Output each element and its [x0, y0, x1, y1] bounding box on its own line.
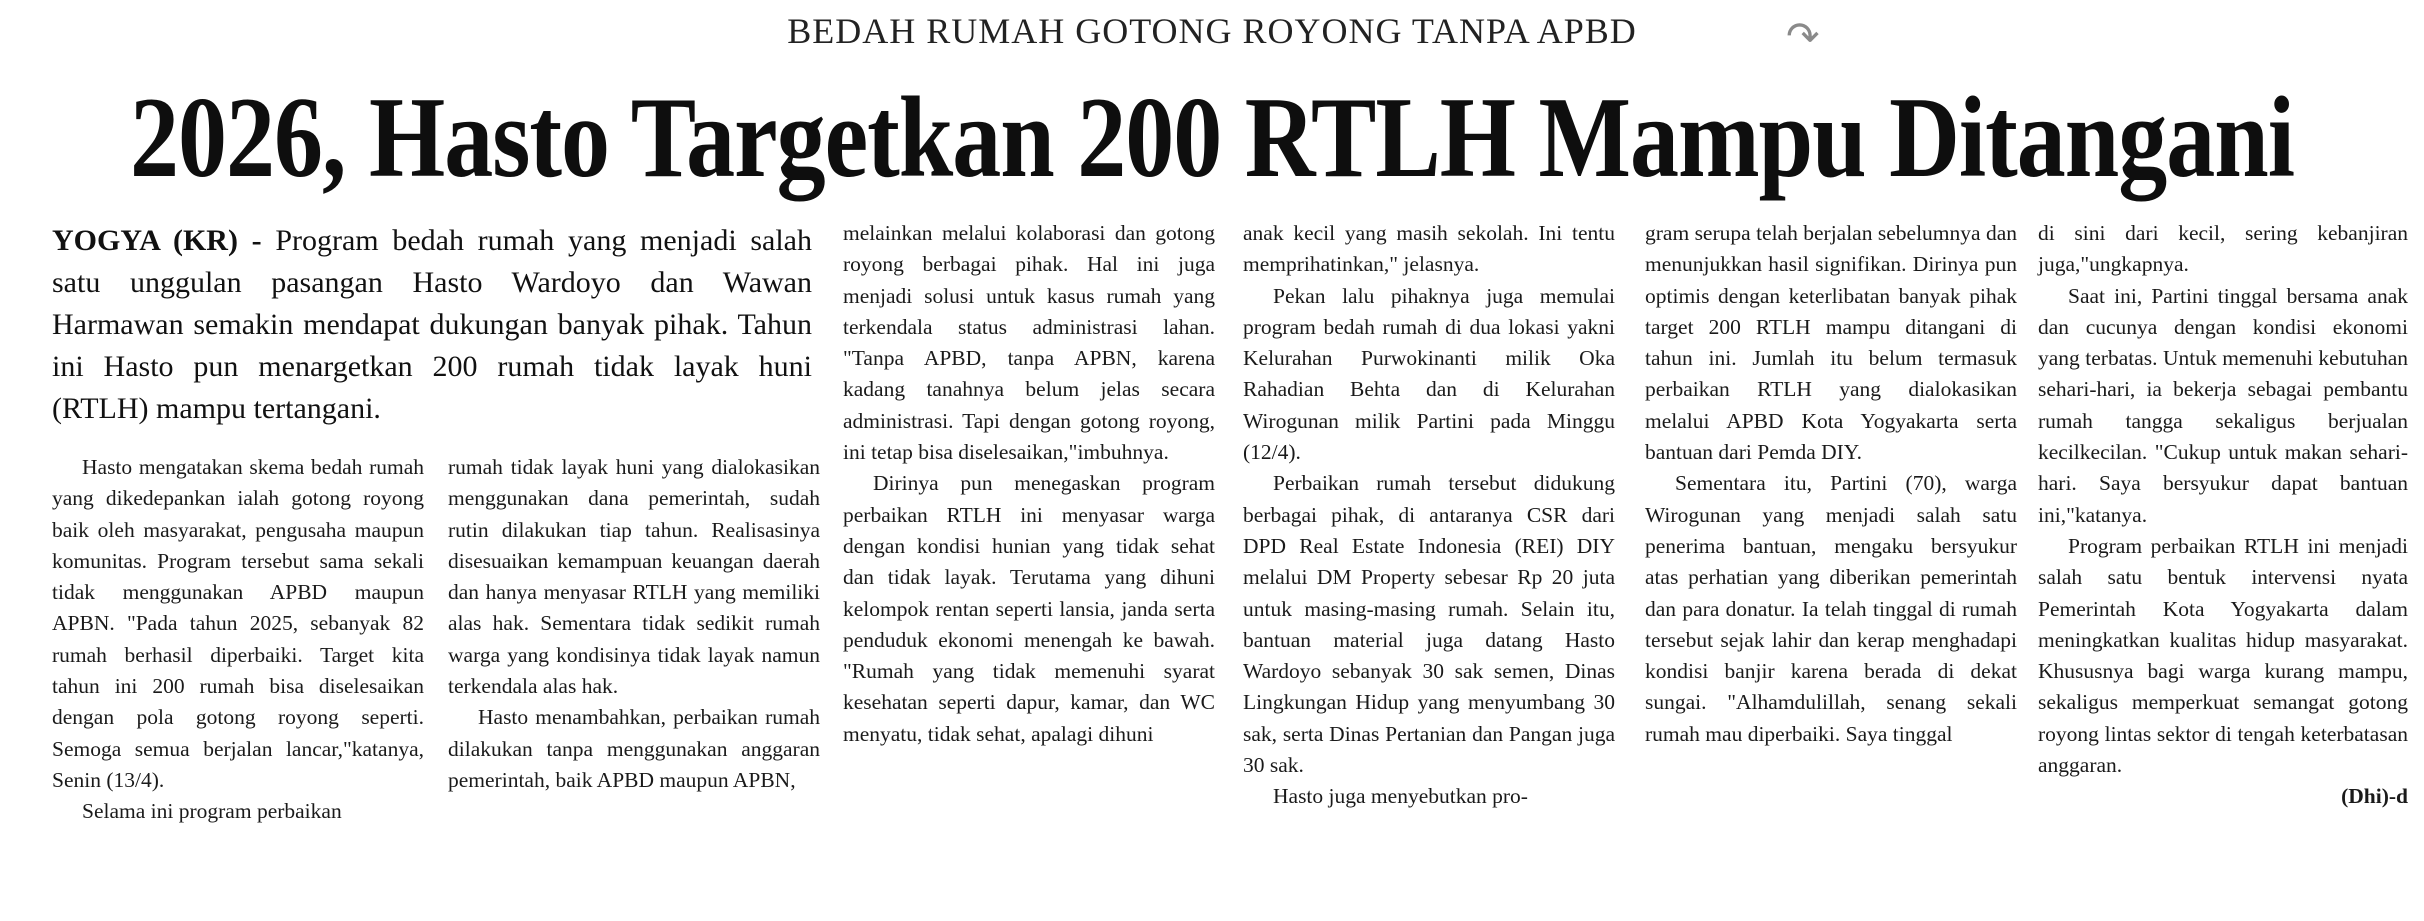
paragraph: Program perbaikan RTLH ini menjadi salah satu bentuk intervensi nyata Pemerintah Kota Yogyakarta dalam meningkatkan kualitas hidup masyarakat. Khususnya bagi warga kurang mampu, sekaligus memperkuat semangat gotong royong lintas sektor di tengah keterbatasan anggaran. [2038, 533, 2408, 778]
column-4 [1243, 218, 1615, 813]
paragraph: Perbaikan rumah tersebut didukung berbagai pihak, di antaranya CSR dari DPD Real Estate Indonesia (REI) DIY melalui DM Property sebesar Rp 20 juta untuk masing-masing rumah. Selain itu, bantuan material juga datang Hasto Wardoyo sebanyak 30 sak semen, Dinas Lingkungan Hidup yang menyumbang 30 sak, serta Dinas Pertanian dan Pangan juga 30 sak. [1243, 471, 1615, 778]
column-1 [52, 452, 424, 828]
paragraph: Hasto mengatakan skema bedah rumah yang dikedepankan ialah gotong royong baik oleh masyarakat, pengusaha maupun komunitas. Program tersebut sama sekali tidak menggunakan APBD maupun APBN. "Pada tahun 2025, sebanyak 82 rumah berhasil diperbaiki. Target kita tahun ini 200 rumah bisa diselesaikan dengan pola gotong royong seperti. Semoga semua berjalan lancar,"katanya, Senin (13/4). [52, 455, 424, 792]
column-2 [448, 452, 820, 796]
paragraph: Hasto menambahkan, perbaikan rumah dilakukan tanpa menggunakan anggaran pemerintah, baik APBD maupun APBN, [448, 705, 820, 792]
paragraph: Saat ini, Partini tinggal bersama anak dan cucunya dengan kondisi ekonomi yang terbatas. Untuk memenuhi kebutuhan sehari-hari, ia bekerja sebagai pembantu rumah tangga sekaligus berjualan kecilkecilan. "Cukup untuk makan sehari-hari. Saya bersyukur dapat bantuan ini,"katanya. [2038, 283, 2408, 527]
paragraph: melainkan melalui kolaborasi dan gotong royong berbagai pihak. Hal ini juga menjadi solusi untuk kasus rumah yang terkendala status administrasi lahan. "Tanpa APBD, tanpa APBN, karena kadang tanahnya belum jelas secara administrasi. Tapi dengan gotong royong, ini tetap bisa diselesaikan,"imbuhnya. [843, 221, 1215, 465]
paragraph: Dirinya pun menegaskan program perbaikan RTLH ini menyasar warga dengan kondisi hunian yang tidak sehat dan tidak layak. Terutama yang dihuni kelompok rentan seperti lansia, janda serta penduduk ekonomi menengah ke bawah. "Rumah yang tidak memenuhi syarat kesehatan seperti dapur, kamar, dan WC menyatu, tidak sehat, apalagi dihuni [843, 471, 1215, 746]
paragraph: gram serupa telah berjalan sebelumnya dan menunjukkan hasil signifikan. Dirinya pun optimis dengan keterlibatan banyak pihak target 200 RTLH mampu ditangani di tahun ini. Jumlah itu belum termasuk perbaikan RTLH yang dialokasikan melalui APBD Kota Yogyakarta serta bantuan dari Pemda DIY. [1645, 221, 2017, 465]
dateline: YOGYA (KR) - [52, 224, 262, 257]
article-kicker: BEDAH RUMAH GOTONG ROYONG TANPA APBD [787, 11, 1637, 51]
paragraph: Sementara itu, Partini (70), warga Wirogunan yang menjadi salah satu penerima bantuan, mengaku bersyukur atas perhatian yang diberikan pemerintah dan para donatur. Ia telah tinggal di rumah tersebut sejak lahir dan kerap menghadapi kondisi banjir karena berada di dekat sungai. "Alhamdulillah, senang sekali rumah mau diperbaiki. Saya tinggal [1645, 471, 2017, 746]
paragraph: di sini dari kecil, sering kebanjiran juga,"ungkapnya. [2038, 221, 2408, 277]
pencil-mark-icon: ↷ [1786, 14, 1820, 60]
paragraph: anak kecil yang masih sekolah. Ini tentu memprihatinkan," jelasnya. [1243, 221, 1615, 277]
article-headline: 2026, Hasto Targetkan 200 RTLH Mampu Ditangani [129, 74, 2295, 202]
lead-text: Program bedah rumah yang menjadi salah satu unggulan pasangan Hasto Wardoyo dan Wawan Harmawan semakin mendapat dukungan banyak pihak. Tahun ini Hasto pun menargetkan 200 rumah tidak layak huni (RTLH) mampu tertangani. [52, 224, 812, 425]
byline-signoff: (Dhi)-d [2341, 784, 2408, 809]
paragraph: Selama ini program perbaikan [82, 799, 342, 824]
column-3 [843, 218, 1215, 750]
paragraph: rumah tidak layak huni yang dialokasikan menggunakan dana pemerintah, sudah rutin dilakukan tiap tahun. Realisasinya disesuaikan kemampuan keuangan daerah dan hanya menyasar RTLH yang memiliki alas hak. Sementara tidak sedikit rumah warga yang kondisinya tidak layak namun terkendala alas hak. [448, 455, 820, 699]
paragraph: Pekan lalu pihaknya juga memulai program bedah rumah di dua lokasi yakni Kelurahan Purwokinanti milik Oka Rahadian Behta dan di Kelurahan Wirogunan milik Partini pada Minggu (12/4). [1243, 283, 1615, 465]
column-5 [1645, 218, 2017, 750]
lead-paragraph [52, 220, 812, 430]
paragraph: Hasto juga menyebutkan pro- [1273, 784, 1528, 809]
column-6 [2038, 218, 2408, 813]
